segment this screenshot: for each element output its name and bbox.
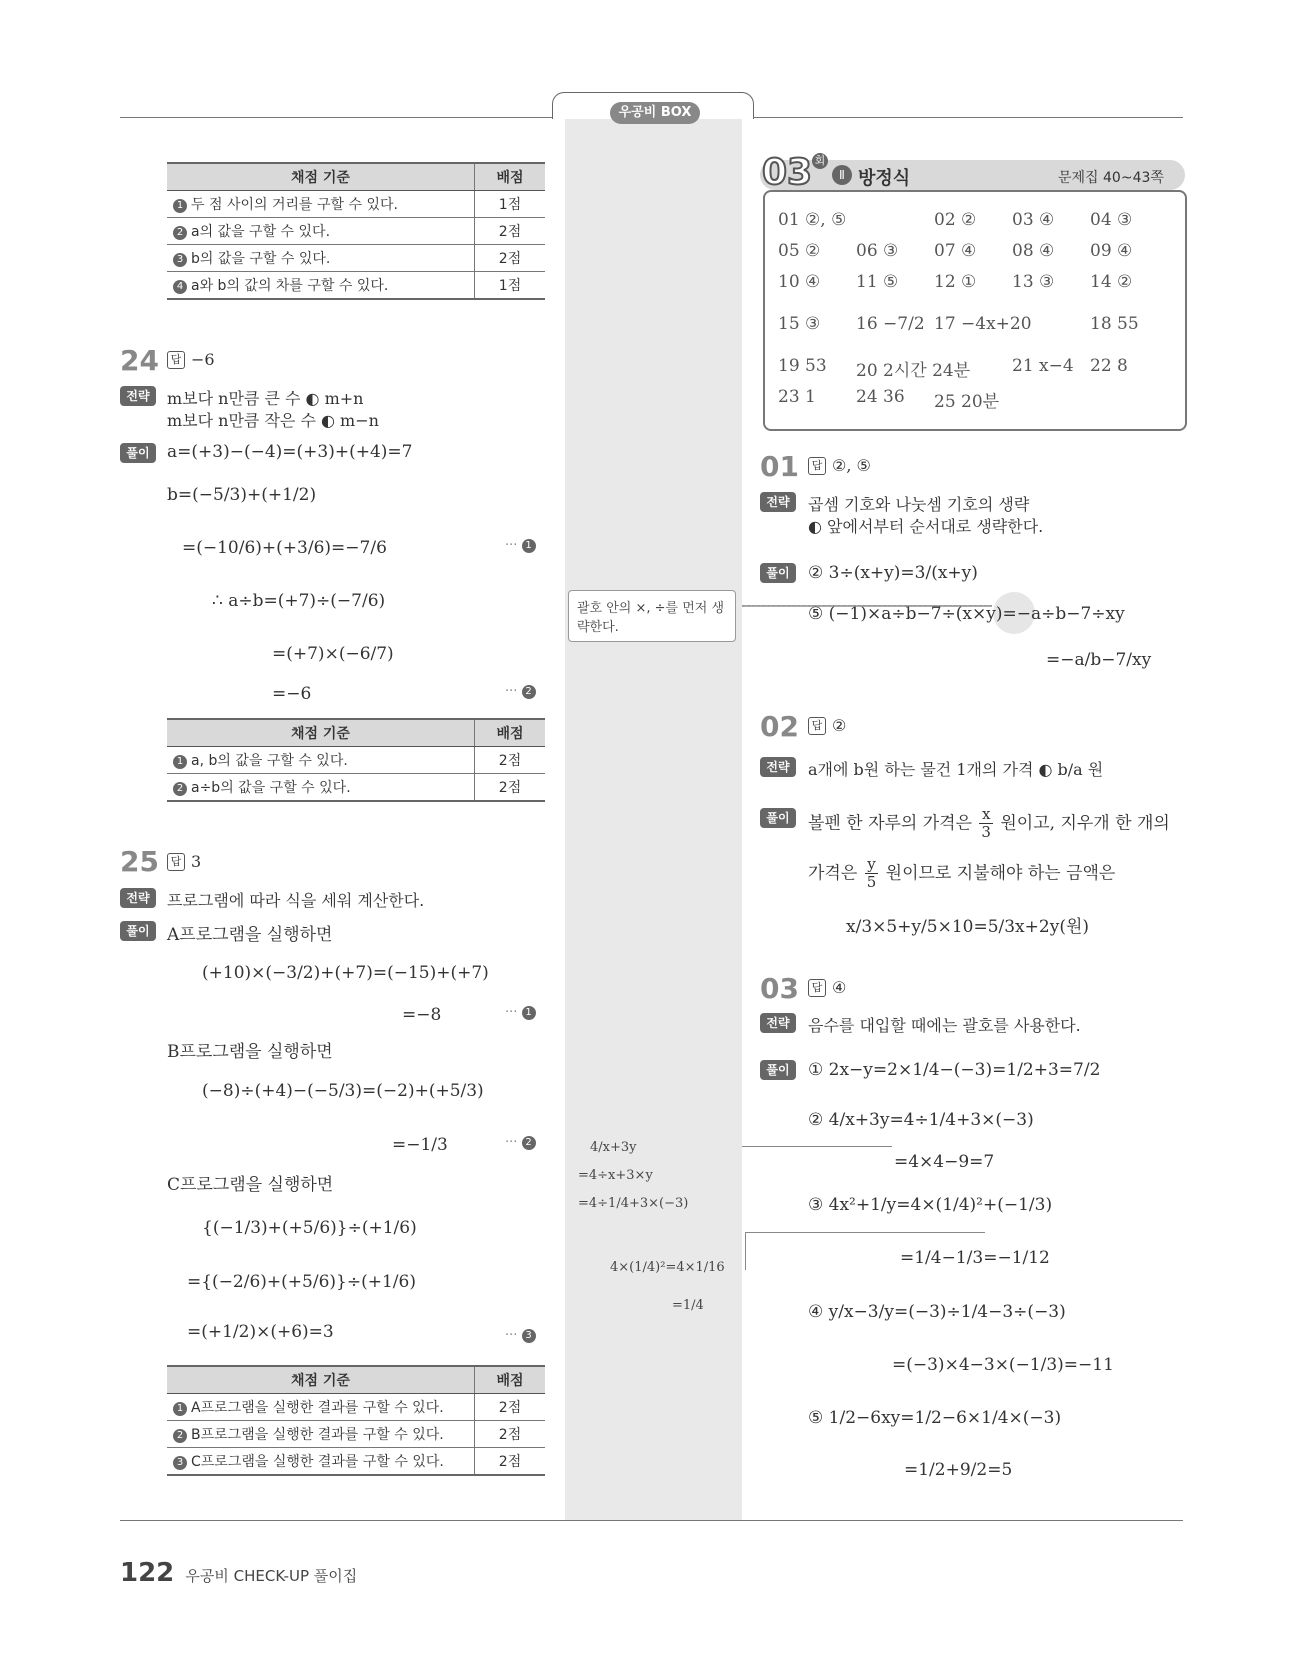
equation-line: ⑤ (−1)×a÷b−7÷(x×y)=−a÷b−7÷xy	[808, 604, 1125, 624]
solution-tag: 풀이	[760, 563, 796, 583]
answer-item: 12 ①	[934, 272, 977, 292]
answer-item: 03 ④	[1012, 210, 1055, 230]
equation-line: x/3×5+y/5×10=5/3x+2y(원)	[846, 917, 1090, 937]
equation-line: ① 2x−y=2×1/4−(−3)=1/2+3=7/2	[808, 1060, 1101, 1080]
section-heading: C프로그램을 실행하면	[167, 1175, 334, 1195]
equation-line: a=(+3)−(−4)=(+3)+(+4)=7	[167, 442, 413, 462]
section-heading: A프로그램을 실행하면	[167, 925, 333, 945]
section-title: 방정식	[858, 168, 911, 189]
answer-item: 24 36	[856, 387, 905, 407]
strategy-text: m보다 n만큼 큰 수 ◐ m+n	[167, 389, 364, 408]
table-header: 배점	[475, 719, 546, 747]
strategy-text: 곱셈 기호와 나눗셈 기호의 생략	[808, 495, 1030, 514]
answer-item: 16 −7/2	[856, 314, 925, 334]
equation-line: ② 4/x+3y=4÷1/4+3×(−3)	[808, 1110, 1034, 1130]
table-row: 1 a, b의 값을 구할 수 있다. 2점	[167, 747, 545, 774]
side-note: =1/4	[672, 1298, 704, 1313]
step-marker: ··· 2	[505, 684, 540, 699]
equation-line: =−a/b−7/xy	[1046, 650, 1152, 670]
section-sup: 회	[812, 153, 828, 169]
strategy-text: ◐ 앞에서부터 순서대로 생략한다.	[808, 517, 1044, 536]
box-label: 우공비 BOX	[610, 102, 700, 124]
equation-line: ={(−2/6)+(+5/6)}÷(+1/6)	[187, 1272, 416, 1292]
answer-line: 답 ②, ⑤	[808, 456, 871, 475]
answer-item: 21 x−4	[1012, 356, 1074, 376]
strategy-tag: 전략	[760, 492, 796, 512]
answer-line: 답 3	[167, 852, 201, 871]
equation-line: =(−10/6)+(+3/6)=−7/6	[182, 538, 387, 558]
strategy-tag: 전략	[120, 888, 156, 908]
table-row: 3 C프로그램을 실행한 결과를 구할 수 있다. 2점	[167, 1448, 545, 1476]
page-number: 122	[120, 1558, 175, 1588]
strategy-tag: 전략	[760, 1013, 796, 1033]
equation-line: =1/4−1/3=−1/12	[900, 1248, 1050, 1268]
step-marker: ··· 2	[505, 1135, 540, 1150]
score-table-2	[167, 718, 545, 802]
answer-item: 06 ③	[856, 241, 899, 261]
answer-item: 07 ④	[934, 241, 977, 261]
solution-tag: 풀이	[760, 1060, 796, 1080]
equation-line: =(−3)×4−3×(−1/3)=−11	[892, 1355, 1114, 1375]
equation-line: ∴ a÷b=(+7)÷(−7/6)	[212, 591, 386, 611]
question-number: 25	[120, 845, 159, 878]
strategy-tag: 전략	[120, 386, 156, 406]
table-header: 채점 기준	[167, 1366, 475, 1394]
equation-line: =−8	[402, 1005, 442, 1025]
note-connector	[745, 1232, 746, 1270]
side-note: 4×(1/4)²=4×1/16	[610, 1260, 725, 1275]
table-header: 배점	[475, 1366, 546, 1394]
step-marker: ··· 1	[505, 1005, 540, 1020]
text-line: 가격은 $\frac{y}{5}$ 원이므로 지불해야 하는 금액은	[808, 855, 1116, 892]
equation-line: =(+1/2)×(+6)=3	[187, 1322, 334, 1342]
strategy-text: m보다 n만큼 작은 수 ◐ m−n	[167, 411, 379, 430]
footer-brand: 우공비 CHECK-UP 풀이집	[185, 1567, 358, 1585]
solution-tag: 풀이	[760, 808, 796, 828]
text-line: 볼펜 한 자루의 가격은 $\frac{x}{3}$ 원이고, 지우개 한 개의	[808, 805, 1170, 842]
question-number: 02	[760, 710, 799, 743]
answer-item: 15 ③	[778, 314, 821, 334]
table-header: 채점 기준	[167, 163, 475, 191]
answer-item: 13 ③	[1012, 272, 1055, 292]
equation-line: b=(−5/3)+(+1/2)	[167, 485, 317, 505]
answer-item: 20 2시간 24분	[856, 361, 971, 381]
answer-item: 18 55	[1090, 314, 1139, 334]
section-heading: B프로그램을 실행하면	[167, 1042, 333, 1062]
step-marker: ··· 3	[505, 1328, 540, 1343]
equation-line: =4×4−9=7	[894, 1152, 995, 1172]
equation-line: =1/2+9/2=5	[904, 1460, 1013, 1480]
table-row: 4 a와 b의 값의 차를 구할 수 있다. 1점	[167, 272, 545, 300]
strategy-text: 음수를 대입할 때에는 괄호를 사용한다.	[808, 1016, 1081, 1035]
answer-line: 답 ②	[808, 716, 846, 735]
side-note: 4/x+3y	[590, 1140, 637, 1155]
table-row: 1 두 점 사이의 거리를 구할 수 있다. 1점	[167, 191, 545, 218]
answer-item: 22 8	[1090, 356, 1128, 376]
page-footer	[120, 1558, 357, 1588]
answer-item: 17 −4x+20	[934, 314, 1032, 334]
answer-item: 23 1	[778, 387, 816, 407]
strategy-tag: 전략	[760, 757, 796, 777]
equation-line: =(+7)×(−6/7)	[272, 644, 394, 664]
answer-item: 11 ⑤	[856, 272, 899, 292]
equation-line: ③ 4x²+1/y=4×(1/4)²+(−1/3)	[808, 1195, 1053, 1215]
table-row: 2 a의 값을 구할 수 있다. 2점	[167, 218, 545, 245]
equation-line: ⑤ 1/2−6xy=1/2−6×1/4×(−3)	[808, 1408, 1062, 1428]
answer-item: 19 53	[778, 356, 827, 376]
answer-line: 답 −6	[167, 350, 215, 369]
question-number: 03	[760, 972, 799, 1005]
answer-item: 04 ③	[1090, 210, 1133, 230]
equation-line: (−8)÷(+4)−(−5/3)=(−2)+(+5/3)	[202, 1081, 484, 1101]
side-note: =4÷1/4+3×(−3)	[578, 1196, 689, 1211]
answer-line: 답 ④	[808, 978, 846, 997]
strategy-text: a개에 b원 하는 물건 1개의 가격 ◐ b/a 원	[808, 760, 1104, 779]
equation-line: =−6	[272, 684, 312, 704]
answer-item: 25 20분	[934, 392, 1000, 412]
solution-tag: 풀이	[120, 443, 156, 463]
answer-item: 08 ④	[1012, 241, 1055, 261]
answer-item: 05 ②	[778, 241, 821, 261]
equation-line: {(−1/3)+(+5/6)}÷(+1/6)	[202, 1218, 417, 1238]
strategy-text: 프로그램에 따라 식을 세워 계산한다.	[167, 891, 425, 910]
answer-item: 14 ②	[1090, 272, 1133, 292]
question-number: 01	[760, 450, 799, 483]
step-marker: ··· 1	[505, 538, 540, 553]
table-row: 1 A프로그램을 실행한 결과를 구할 수 있다. 2점	[167, 1394, 545, 1421]
equation-line: (+10)×(−3/2)+(+7)=(−15)+(+7)	[202, 963, 489, 983]
table-row: 2 a÷b의 값을 구할 수 있다. 2점	[167, 774, 545, 802]
question-number: 24	[120, 344, 159, 377]
table-header: 배점	[475, 163, 546, 191]
bottom-rule	[120, 1520, 1183, 1521]
table-header: 채점 기준	[167, 719, 475, 747]
side-note: 괄호 안의 ×, ÷를 먼저 생략한다.	[568, 590, 736, 642]
score-table-1	[167, 162, 545, 300]
note-connector	[742, 1146, 892, 1147]
equation-line: ④ y/x−3/y=(−3)÷1/4−3÷(−3)	[808, 1302, 1066, 1322]
note-connector	[745, 1232, 985, 1233]
center-column	[565, 108, 742, 1520]
solution-tag: 풀이	[120, 921, 156, 941]
section-ref: 문제집 40~43쪽	[1058, 170, 1164, 186]
score-table-3	[167, 1365, 545, 1476]
answer-item: 09 ④	[1090, 241, 1133, 261]
side-note: =4÷x+3×y	[578, 1168, 653, 1183]
answer-item: 02 ②	[934, 210, 977, 230]
answer-item: 01 ②, ⑤	[778, 210, 847, 230]
roman-icon: Ⅱ	[832, 165, 852, 185]
table-row: 2 B프로그램을 실행한 결과를 구할 수 있다. 2점	[167, 1421, 545, 1448]
equation-line: =−1/3	[392, 1135, 448, 1155]
answer-item: 10 ④	[778, 272, 821, 292]
equation-line: ② 3÷(x+y)=3/(x+y)	[808, 563, 978, 583]
table-row: 3 b의 값을 구할 수 있다. 2점	[167, 245, 545, 272]
section-number: 03	[762, 152, 813, 193]
